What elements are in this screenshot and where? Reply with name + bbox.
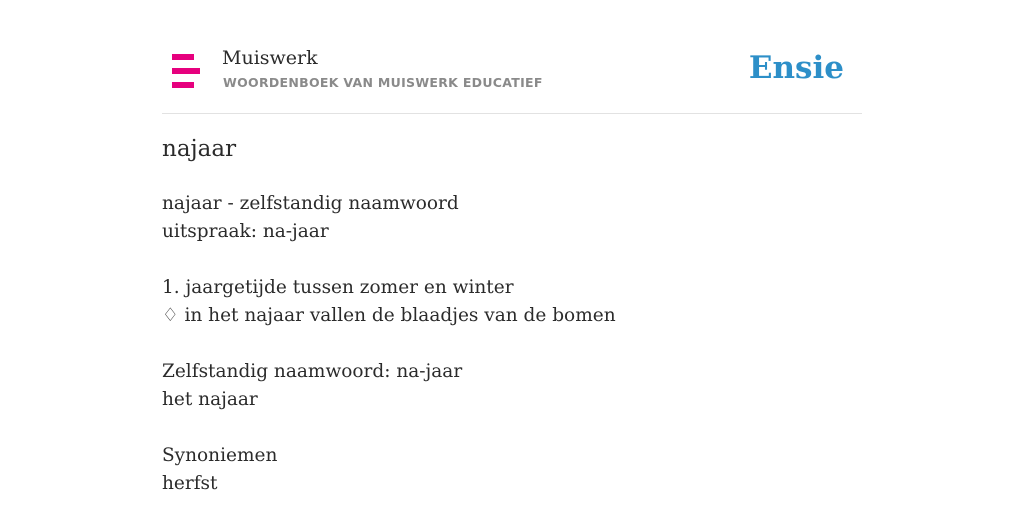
page-title: najaar <box>162 136 237 162</box>
brand-subtitle: WOORDENBOEK VAN MUISWERK EDUCATIEF <box>223 75 543 90</box>
spacer <box>162 330 616 358</box>
noun-heading: Zelfstandig naamwoord: na-jaar <box>162 361 463 382</box>
spacer <box>162 246 616 274</box>
synonyms-heading: Synoniemen <box>162 445 278 466</box>
noun-form: het najaar <box>162 389 258 410</box>
example-line: ♢ in het najaar vallen de blaadjes van de bomen <box>162 305 616 326</box>
definition-line: 1. jaargetijde tussen zomer en winter <box>162 277 514 298</box>
pronunciation-line: uitspraak: na-jaar <box>162 221 329 242</box>
muiswerk-logo-icon[interactable] <box>172 54 200 88</box>
dictionary-entry <box>162 190 616 498</box>
headword-line: najaar - zelfstandig naamwoord <box>162 193 459 214</box>
spacer <box>162 414 616 442</box>
brand-name[interactable]: Muiswerk <box>222 47 318 69</box>
site-header <box>162 40 862 114</box>
ensie-logo[interactable]: Ensie <box>748 50 844 86</box>
synonym-item: herfst <box>162 473 218 494</box>
